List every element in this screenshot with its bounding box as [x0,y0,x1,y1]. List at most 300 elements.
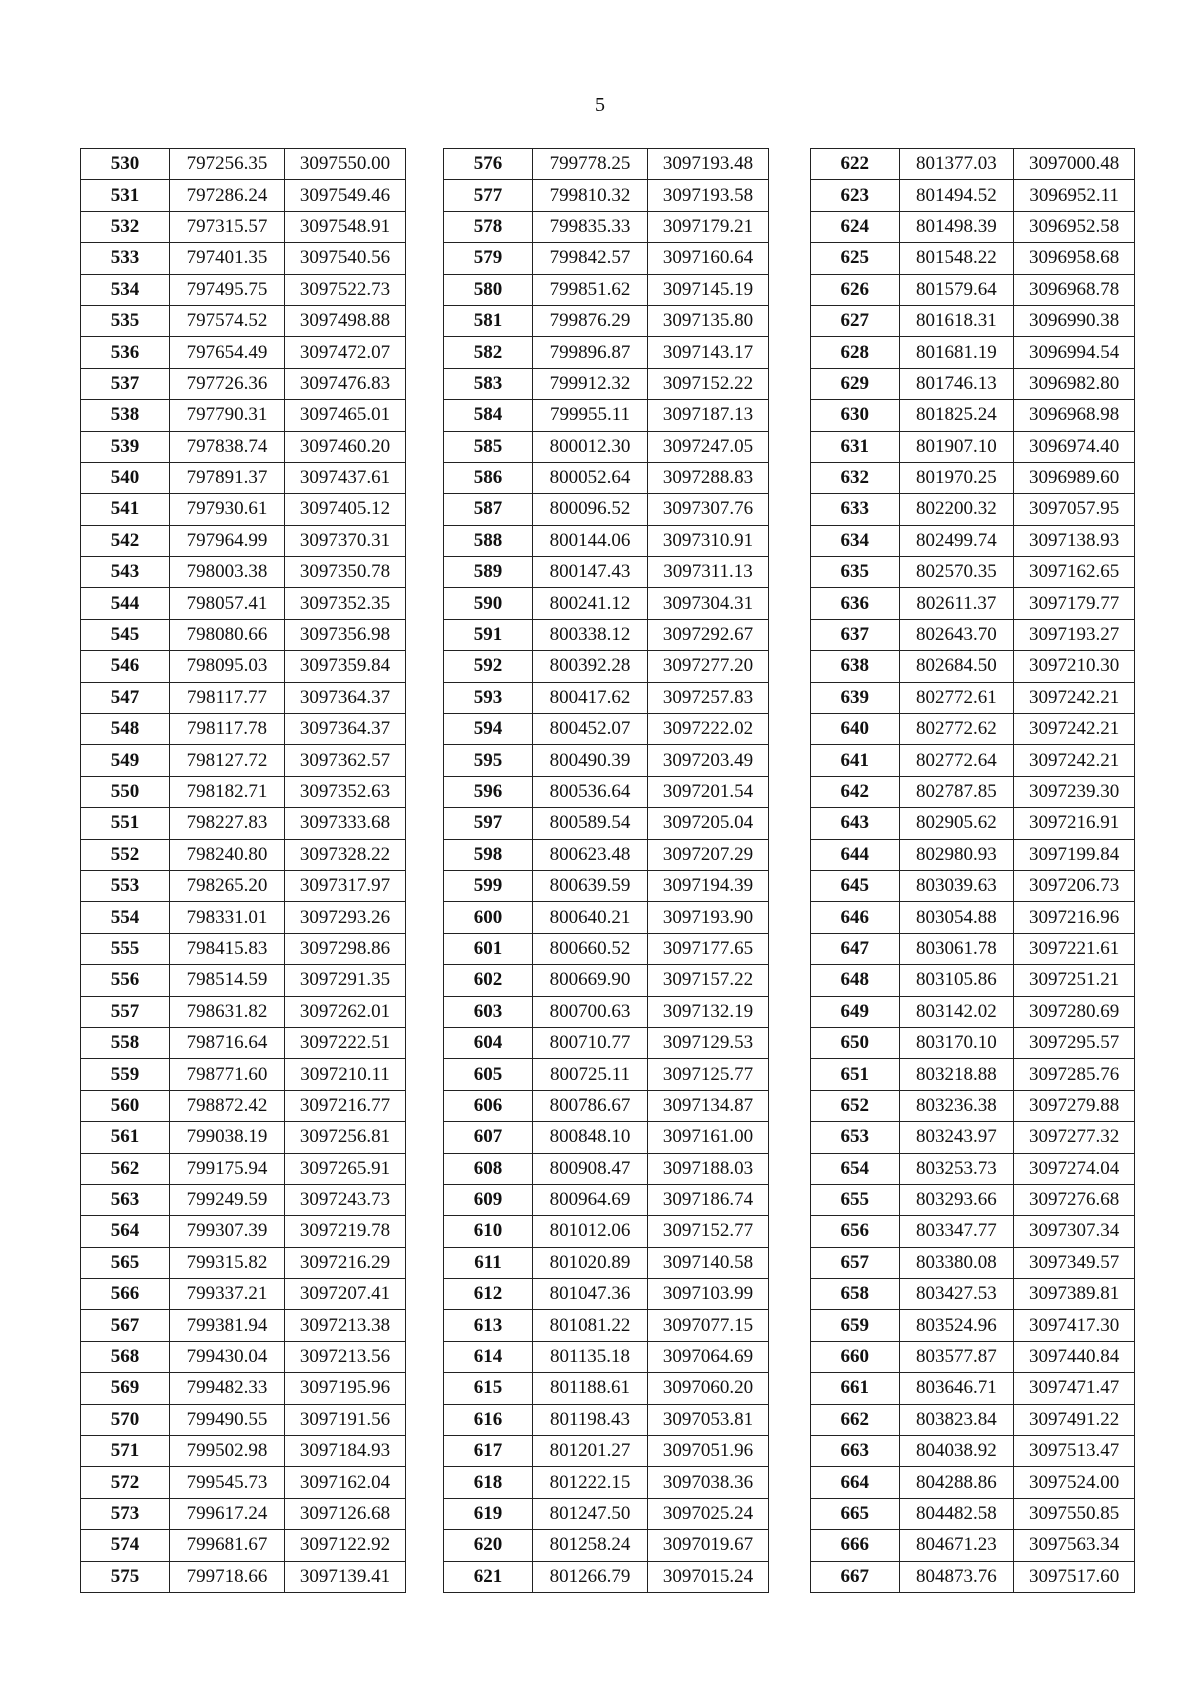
x-coordinate-cell: 801618.31 [899,305,1014,336]
table-row [811,1404,1135,1435]
y-coordinate-cell: 3097179.77 [1014,588,1135,619]
y-coordinate-cell: 3097307.34 [1014,1216,1135,1247]
point-number-cell: 593 [444,682,533,713]
coordinate-table-1 [80,148,406,1593]
table-row [444,933,769,964]
table-row [444,1184,769,1215]
table-row [81,714,406,745]
x-coordinate-cell: 799430.04 [170,1341,285,1372]
point-number-cell: 561 [81,1122,170,1153]
table-row [811,808,1135,839]
point-number-cell: 565 [81,1247,170,1278]
table-row [81,870,406,901]
table-row [81,1216,406,1247]
y-coordinate-cell: 3097279.88 [1014,1090,1135,1121]
x-coordinate-cell: 800660.52 [533,933,648,964]
table-row [811,149,1135,180]
y-coordinate-cell: 3097143.17 [648,337,769,368]
x-coordinate-cell: 802643.70 [899,619,1014,650]
y-coordinate-cell: 3097160.64 [648,243,769,274]
table-row [81,682,406,713]
point-number-cell: 537 [81,368,170,399]
x-coordinate-cell: 798872.42 [170,1090,285,1121]
table-row [444,525,769,556]
x-coordinate-cell: 800144.06 [533,525,648,556]
table-row [81,180,406,211]
table-row [81,368,406,399]
point-number-cell: 639 [811,682,900,713]
table-row [81,965,406,996]
y-coordinate-cell: 3097362.57 [285,745,406,776]
table-row [811,337,1135,368]
table-row [811,1090,1135,1121]
table-row [81,211,406,242]
x-coordinate-cell: 798415.83 [170,933,285,964]
point-number-cell: 563 [81,1184,170,1215]
table-row [811,682,1135,713]
point-number-cell: 631 [811,431,900,462]
x-coordinate-cell: 800640.21 [533,902,648,933]
x-coordinate-cell: 802684.50 [899,651,1014,682]
point-number-cell: 623 [811,180,900,211]
table-row [444,243,769,274]
y-coordinate-cell: 3096974.40 [1014,431,1135,462]
point-number-cell: 651 [811,1059,900,1090]
x-coordinate-cell: 799842.57 [533,243,648,274]
x-coordinate-cell: 803218.88 [899,1059,1014,1090]
point-number-cell: 585 [444,431,533,462]
point-number-cell: 577 [444,180,533,211]
y-coordinate-cell: 3097222.02 [648,714,769,745]
coordinate-table-3 [810,148,1135,1593]
point-number-cell: 590 [444,588,533,619]
point-number-cell: 616 [444,1404,533,1435]
x-coordinate-cell: 798716.64 [170,1027,285,1058]
table-row [444,1341,769,1372]
point-number-cell: 662 [811,1404,900,1435]
table-row [444,149,769,180]
point-number-cell: 656 [811,1216,900,1247]
table-row [81,808,406,839]
x-coordinate-cell: 800589.54 [533,808,648,839]
table-row [81,839,406,870]
x-coordinate-cell: 798080.66 [170,619,285,650]
point-number-cell: 566 [81,1279,170,1310]
x-coordinate-cell: 803142.02 [899,996,1014,1027]
x-coordinate-cell: 801020.89 [533,1247,648,1278]
table-row [444,1530,769,1561]
point-number-cell: 642 [811,776,900,807]
x-coordinate-cell: 803293.66 [899,1184,1014,1215]
point-number-cell: 598 [444,839,533,870]
x-coordinate-cell: 800012.30 [533,431,648,462]
point-number-cell: 654 [811,1153,900,1184]
y-coordinate-cell: 3097242.21 [1014,714,1135,745]
x-coordinate-cell: 804482.58 [899,1498,1014,1529]
table-row [444,1027,769,1058]
y-coordinate-cell: 3097350.78 [285,557,406,588]
x-coordinate-cell: 802772.61 [899,682,1014,713]
x-coordinate-cell: 804671.23 [899,1530,1014,1561]
table-row [811,305,1135,336]
y-coordinate-cell: 3097194.39 [648,870,769,901]
y-coordinate-cell: 3097207.41 [285,1279,406,1310]
y-coordinate-cell: 3097262.01 [285,996,406,1027]
y-coordinate-cell: 3097206.73 [1014,870,1135,901]
y-coordinate-cell: 3097352.63 [285,776,406,807]
point-number-cell: 614 [444,1341,533,1372]
x-coordinate-cell: 803236.38 [899,1090,1014,1121]
y-coordinate-cell: 3097207.29 [648,839,769,870]
x-coordinate-cell: 801222.15 [533,1467,648,1498]
point-number-cell: 617 [444,1436,533,1467]
y-coordinate-cell: 3096994.54 [1014,337,1135,368]
x-coordinate-cell: 800908.47 [533,1153,648,1184]
table-row [811,1467,1135,1498]
x-coordinate-cell: 800392.28 [533,651,648,682]
table-row [444,965,769,996]
y-coordinate-cell: 3097513.47 [1014,1436,1135,1467]
x-coordinate-cell: 801494.52 [899,180,1014,211]
point-number-cell: 609 [444,1184,533,1215]
y-coordinate-cell: 3097132.19 [648,996,769,1027]
table-row [811,1279,1135,1310]
x-coordinate-cell: 800338.12 [533,619,648,650]
x-coordinate-cell: 797286.24 [170,180,285,211]
table-row [81,305,406,336]
point-number-cell: 579 [444,243,533,274]
x-coordinate-cell: 801970.25 [899,462,1014,493]
x-coordinate-cell: 798057.41 [170,588,285,619]
point-number-cell: 574 [81,1530,170,1561]
x-coordinate-cell: 797495.75 [170,274,285,305]
y-coordinate-cell: 3097310.91 [648,525,769,556]
y-coordinate-cell: 3097285.76 [1014,1059,1135,1090]
x-coordinate-cell: 800623.48 [533,839,648,870]
y-coordinate-cell: 3097274.04 [1014,1153,1135,1184]
y-coordinate-cell: 3097257.83 [648,682,769,713]
x-coordinate-cell: 799482.33 [170,1373,285,1404]
x-coordinate-cell: 797726.36 [170,368,285,399]
y-coordinate-cell: 3097476.83 [285,368,406,399]
point-number-cell: 635 [811,557,900,588]
y-coordinate-cell: 3097465.01 [285,400,406,431]
table-row [81,1027,406,1058]
table-row [81,1279,406,1310]
y-coordinate-cell: 3097139.41 [285,1561,406,1592]
x-coordinate-cell: 803823.84 [899,1404,1014,1435]
table-row [811,902,1135,933]
table-row [81,1498,406,1529]
y-coordinate-cell: 3097265.91 [285,1153,406,1184]
x-coordinate-cell: 799681.67 [170,1530,285,1561]
table-row [811,400,1135,431]
y-coordinate-cell: 3097051.96 [648,1436,769,1467]
x-coordinate-cell: 798095.03 [170,651,285,682]
x-coordinate-cell: 802772.64 [899,745,1014,776]
point-number-cell: 622 [811,149,900,180]
x-coordinate-cell: 798331.01 [170,902,285,933]
x-coordinate-cell: 801201.27 [533,1436,648,1467]
table-row [811,1247,1135,1278]
point-number-cell: 597 [444,808,533,839]
y-coordinate-cell: 3097359.84 [285,651,406,682]
x-coordinate-cell: 801012.06 [533,1216,648,1247]
table-row [444,1090,769,1121]
x-coordinate-cell: 801681.19 [899,337,1014,368]
y-coordinate-cell: 3097276.68 [1014,1184,1135,1215]
y-coordinate-cell: 3097191.56 [285,1404,406,1435]
table-row [444,1122,769,1153]
x-coordinate-cell: 799851.62 [533,274,648,305]
table-row [444,180,769,211]
table-row [81,1090,406,1121]
y-coordinate-cell: 3097179.21 [648,211,769,242]
point-number-cell: 541 [81,494,170,525]
table-row [81,1310,406,1341]
y-coordinate-cell: 3097138.93 [1014,525,1135,556]
point-number-cell: 580 [444,274,533,305]
coordinate-tables [80,148,1135,1600]
point-number-cell: 603 [444,996,533,1027]
y-coordinate-cell: 3097000.48 [1014,149,1135,180]
y-coordinate-cell: 3097471.47 [1014,1373,1135,1404]
table-row [444,274,769,305]
x-coordinate-cell: 799810.32 [533,180,648,211]
point-number-cell: 645 [811,870,900,901]
point-number-cell: 660 [811,1341,900,1372]
x-coordinate-cell: 799381.94 [170,1310,285,1341]
x-coordinate-cell: 800700.63 [533,996,648,1027]
point-number-cell: 570 [81,1404,170,1435]
x-coordinate-cell: 803380.08 [899,1247,1014,1278]
y-coordinate-cell: 3097437.61 [285,462,406,493]
point-number-cell: 650 [811,1027,900,1058]
table-row [444,1247,769,1278]
y-coordinate-cell: 3096989.60 [1014,462,1135,493]
y-coordinate-cell: 3097239.30 [1014,776,1135,807]
table-row [811,180,1135,211]
point-number-cell: 643 [811,808,900,839]
y-coordinate-cell: 3097563.34 [1014,1530,1135,1561]
y-coordinate-cell: 3097251.21 [1014,965,1135,996]
point-number-cell: 620 [444,1530,533,1561]
x-coordinate-cell: 801579.64 [899,274,1014,305]
table-row [444,839,769,870]
point-number-cell: 600 [444,902,533,933]
point-number-cell: 538 [81,400,170,431]
x-coordinate-cell: 799038.19 [170,1122,285,1153]
x-coordinate-cell: 798127.72 [170,745,285,776]
point-number-cell: 627 [811,305,900,336]
table-row [81,431,406,462]
x-coordinate-cell: 799835.33 [533,211,648,242]
page-number: 5 [595,94,605,116]
y-coordinate-cell: 3097152.22 [648,368,769,399]
table-row [81,1530,406,1561]
point-number-cell: 581 [444,305,533,336]
point-number-cell: 624 [811,211,900,242]
table-row [444,651,769,682]
table-row [81,619,406,650]
y-coordinate-cell: 3097242.21 [1014,745,1135,776]
table-row [444,902,769,933]
table-row [811,1436,1135,1467]
table-row [81,149,406,180]
table-row [444,557,769,588]
table-row [811,1059,1135,1090]
table-row [81,494,406,525]
table-row [81,651,406,682]
y-coordinate-cell: 3097364.37 [285,682,406,713]
y-coordinate-cell: 3096990.38 [1014,305,1135,336]
table-row [81,400,406,431]
y-coordinate-cell: 3097184.93 [285,1436,406,1467]
point-number-cell: 646 [811,902,900,933]
table-row [811,1530,1135,1561]
y-coordinate-cell: 3097295.57 [1014,1027,1135,1058]
x-coordinate-cell: 798771.60 [170,1059,285,1090]
y-coordinate-cell: 3097288.83 [648,462,769,493]
point-number-cell: 604 [444,1027,533,1058]
x-coordinate-cell: 799175.94 [170,1153,285,1184]
table-row [81,745,406,776]
point-number-cell: 569 [81,1373,170,1404]
x-coordinate-cell: 804288.86 [899,1467,1014,1498]
y-coordinate-cell: 3097243.73 [285,1184,406,1215]
y-coordinate-cell: 3097157.22 [648,965,769,996]
x-coordinate-cell: 797790.31 [170,400,285,431]
table-row [444,1310,769,1341]
table-row [811,1498,1135,1529]
y-coordinate-cell: 3097064.69 [648,1341,769,1372]
table-row [81,996,406,1027]
point-number-cell: 548 [81,714,170,745]
table-row [811,274,1135,305]
y-coordinate-cell: 3097126.68 [285,1498,406,1529]
y-coordinate-cell: 3097145.19 [648,274,769,305]
x-coordinate-cell: 799315.82 [170,1247,285,1278]
table-row [811,619,1135,650]
point-number-cell: 587 [444,494,533,525]
x-coordinate-cell: 801498.39 [899,211,1014,242]
point-number-cell: 647 [811,933,900,964]
point-number-cell: 543 [81,557,170,588]
point-number-cell: 531 [81,180,170,211]
y-coordinate-cell: 3097152.77 [648,1216,769,1247]
point-number-cell: 652 [811,1090,900,1121]
x-coordinate-cell: 802787.85 [899,776,1014,807]
table-row [811,839,1135,870]
x-coordinate-cell: 799896.87 [533,337,648,368]
table-row [444,1561,769,1592]
y-coordinate-cell: 3097247.05 [648,431,769,462]
x-coordinate-cell: 802980.93 [899,839,1014,870]
x-coordinate-cell: 801188.61 [533,1373,648,1404]
y-coordinate-cell: 3097125.77 [648,1059,769,1090]
y-coordinate-cell: 3097549.46 [285,180,406,211]
point-number-cell: 573 [81,1498,170,1529]
x-coordinate-cell: 798265.20 [170,870,285,901]
x-coordinate-cell: 797930.61 [170,494,285,525]
point-number-cell: 618 [444,1467,533,1498]
point-number-cell: 572 [81,1467,170,1498]
point-number-cell: 611 [444,1247,533,1278]
point-number-cell: 592 [444,651,533,682]
table-row [81,1561,406,1592]
point-number-cell: 664 [811,1467,900,1498]
point-number-cell: 661 [811,1373,900,1404]
point-number-cell: 629 [811,368,900,399]
table-row [444,1467,769,1498]
table-row [81,902,406,933]
point-number-cell: 564 [81,1216,170,1247]
x-coordinate-cell: 801247.50 [533,1498,648,1529]
table-row [81,274,406,305]
y-coordinate-cell: 3097103.99 [648,1279,769,1310]
x-coordinate-cell: 799778.25 [533,149,648,180]
point-number-cell: 658 [811,1279,900,1310]
point-number-cell: 555 [81,933,170,964]
table-row [811,431,1135,462]
table-row [811,1561,1135,1592]
table-row [81,1341,406,1372]
table-row [811,243,1135,274]
y-coordinate-cell: 3097307.76 [648,494,769,525]
y-coordinate-cell: 3097203.49 [648,745,769,776]
point-number-cell: 606 [444,1090,533,1121]
point-number-cell: 591 [444,619,533,650]
y-coordinate-cell: 3097077.15 [648,1310,769,1341]
table-row [81,557,406,588]
point-number-cell: 601 [444,933,533,964]
point-number-cell: 638 [811,651,900,682]
table-row [81,1247,406,1278]
table-row [81,1153,406,1184]
table-row [81,1122,406,1153]
y-coordinate-cell: 3097364.37 [285,714,406,745]
point-number-cell: 605 [444,1059,533,1090]
y-coordinate-cell: 3097498.88 [285,305,406,336]
x-coordinate-cell: 803039.63 [899,870,1014,901]
x-coordinate-cell: 803253.73 [899,1153,1014,1184]
y-coordinate-cell: 3097193.58 [648,180,769,211]
y-coordinate-cell: 3097216.77 [285,1090,406,1121]
point-number-cell: 535 [81,305,170,336]
point-number-cell: 607 [444,1122,533,1153]
x-coordinate-cell: 802772.62 [899,714,1014,745]
table-row [444,494,769,525]
table-row [811,1122,1135,1153]
table-row [811,1184,1135,1215]
point-number-cell: 615 [444,1373,533,1404]
x-coordinate-cell: 800052.64 [533,462,648,493]
y-coordinate-cell: 3097216.29 [285,1247,406,1278]
point-number-cell: 558 [81,1027,170,1058]
point-number-cell: 636 [811,588,900,619]
y-coordinate-cell: 3097193.27 [1014,619,1135,650]
y-coordinate-cell: 3097053.81 [648,1404,769,1435]
table-row [81,1373,406,1404]
y-coordinate-cell: 3096952.11 [1014,180,1135,211]
x-coordinate-cell: 801047.36 [533,1279,648,1310]
table-row [444,431,769,462]
x-coordinate-cell: 802499.74 [899,525,1014,556]
table-row [444,619,769,650]
table-row [444,211,769,242]
table-row [811,776,1135,807]
table-row [81,776,406,807]
